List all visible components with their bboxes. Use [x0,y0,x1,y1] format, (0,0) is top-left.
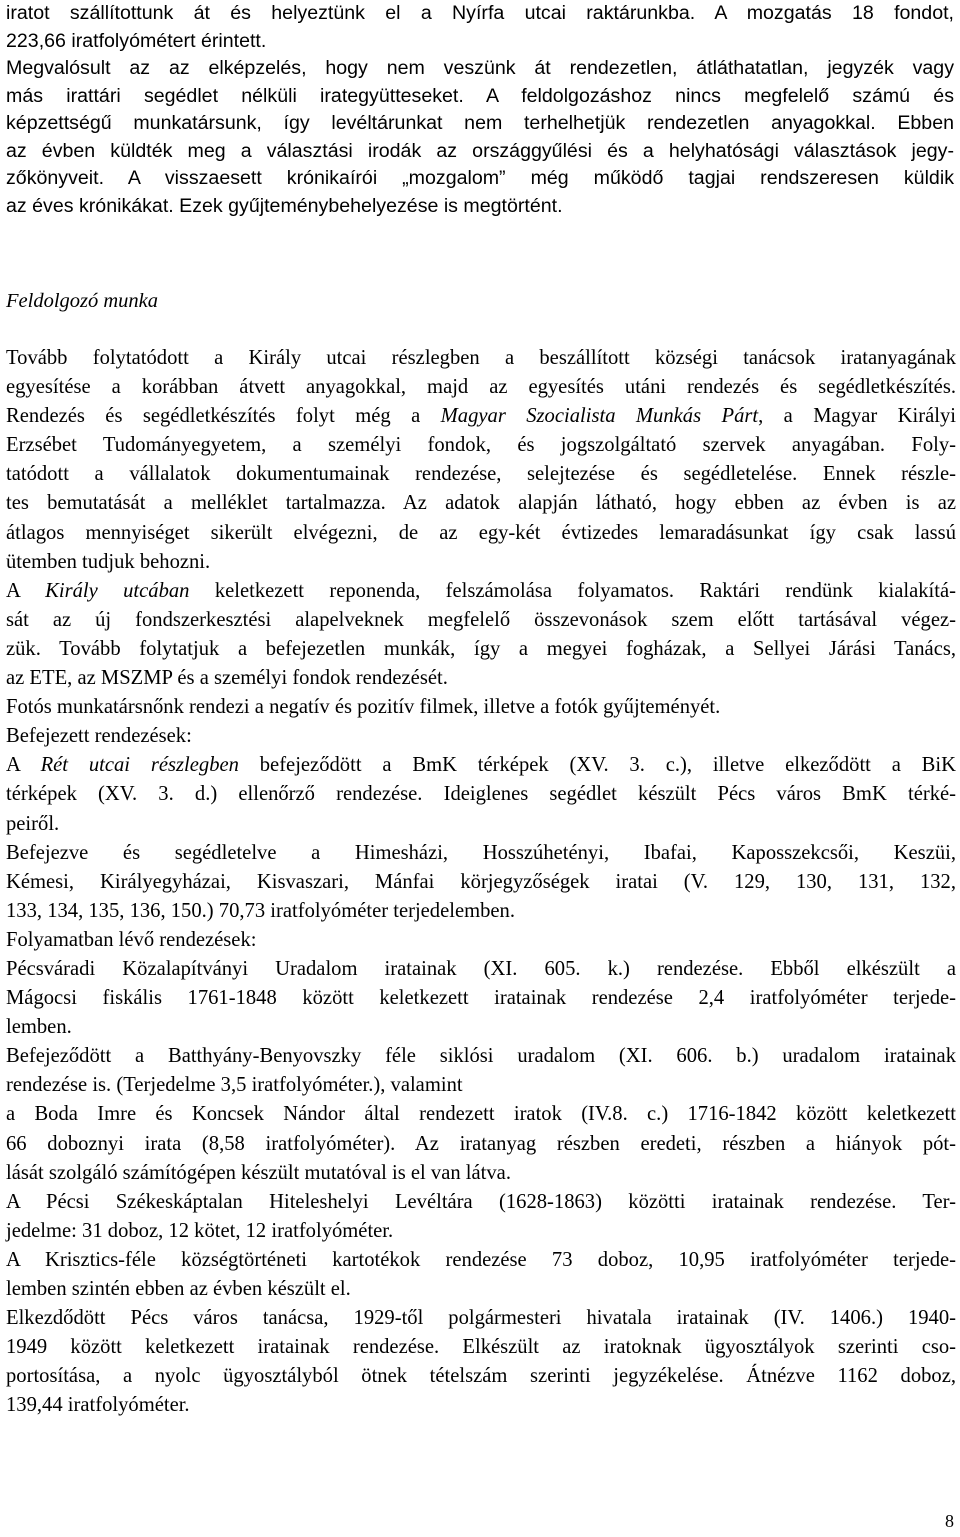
intro-paragraph [6,0,954,220]
text-line: ütemben tudjuk behozni. [6,550,211,573]
text-line: rendezése is. (Terjedelme 3,5 iratfolyóméter.), valamint [6,1074,463,1097]
text-line: térképek (XV. 3. d.) ellenőrző rendezése. Ideiglenes segédlet készült Pécs város BmK térké- [6,783,956,806]
text-line: 223,66 iratfolyómétert érintett. [6,29,267,52]
text-line: 133, 134, 135, 136, 150.) 70,73 iratfolyóméter terjedelemben. [6,899,516,922]
text-line [6,402,956,431]
party-name-emphasis: Magyar Szocialista Munkás Párt [440,405,759,428]
text-run: befejeződött a BmK térképek (XV. 3. c.), illetve elkeződött a BiK [238,754,957,777]
text-line: tatódott a vállalatok dokumentumainak rendezése, selejtezése és segédletelése. Ennek részle- [6,463,956,486]
text-line: az ETE, az MSZMP és a személyi fondok rendezését. [6,667,448,690]
text-line [6,577,956,606]
text-line [6,751,956,780]
text-line: tes bemutatását a melléklet tartalmazza. Az adatok alapján látható, hogy ebben az évben is az [6,492,956,515]
section-heading: Feldolgozó munka [6,290,159,312]
text-run: A [6,579,46,602]
text-line: átlagos mennyiséget sikerült elvégezni, de az egy-két évtizedes lemaradásunkat így csak lassú [6,521,956,544]
text-run: , a Magyar Királyi [758,405,956,428]
text-line: 1949 között keletkezett iratainak rendezése. Elkészült az iratoknak ügyosztályok szerinti cso- [6,1336,956,1359]
text-line: sát az új fondszerkesztési alapelveknek megfelelő összevonások szem előtt tartásával végez- [6,608,956,631]
text-line: Befejeződött a Batthyány-Benyovszky féle siklósi uradalom (XI. 606. b.) uradalom iratainak [6,1045,956,1068]
text-line: Fotós munkatársnőnk rendezi a negatív és pozitív filmek, illetve a fotók gyűjteményét. [6,696,721,719]
location-emphasis: Rét utcai részlegben [40,754,239,777]
text-line: zőkönyveit. A visszaesett krónikaírói „mozgalom” még működő tagjai rendszeresen küldik [6,167,954,189]
text-line: lemben szintén ebben az évben készült el. [6,1278,351,1300]
text-line: Mágocsi fiskális 1761-1848 között keletkezett iratainak rendezése 2,4 iratfolyóméter terjede- [6,987,956,1010]
text-line: Elkezdődött Pécs város tanácsa, 1929-től polgármesteri hivatala iratainak (IV. 1406.) 1940- [6,1307,956,1330]
text-line: Befejezve és segédletelve a Himesházi, Hosszúhetényi, Ibafai, Kaposszekcsői, Keszüi, [6,841,956,864]
text-line: 139,44 iratfolyóméter. [6,1394,190,1417]
text-line: A Pécsi Székeskáptalan Hiteleshelyi Levéltára (1628-1863) közötti iratainak rendezése. Ter- [6,1190,956,1213]
text-line: A Krisztics-féle községtörténeti kartotékok rendezése 73 doboz, 10,95 iratfolyóméter terjede- [6,1248,956,1271]
location-emphasis: Király utcában [45,579,190,602]
text-line: Tovább folytatódott a Király utcai részlegben a beszállított községi tanácsok iratanyagának [6,347,956,369]
text-line: Folyamatban lévő rendezések: [6,928,257,951]
text-run: keletkezett reponenda, felszámolása folyamatos. Raktári rendünk kialakítá- [189,579,956,602]
text-line: lását szolgáló számítógépen készült mutatóval is el van látva. [6,1161,511,1184]
text-line: képzettségű munkatársunk, így levéltárunkat nem terhelhetjük rendezetlen anyagokkal. Ebben [6,112,954,134]
text-line: 66 doboznyi irata (8,58 iratfolyóméter). Az iratanyag részben eredeti, részben a hiányok pót- [6,1132,956,1155]
text-line: iratot szállítottunk át és helyeztünk el a Nyírfa utcai raktárunkba. A mozgatás 18 fondot, [6,2,954,24]
page-number: 8 [945,1511,954,1531]
text-line: peiről. [6,812,60,835]
text-line: egyesítése a korábban átvett anyagokkal, majd az egyesítés utáni rendezés és segédletkészítés. [6,376,956,399]
text-line: az éves krónikákat. Ezek gyűjteménybehelyezése is megtörtént. [6,194,563,217]
text-line: jedelme: 31 doboz, 12 kötet, 12 iratfolyóméter. [6,1219,394,1242]
text-line: az évben küldték meg a választási irodák az országgyűlési és a helyhatósági választások jegy- [6,139,954,162]
body-text [6,344,956,1420]
text-line: portosítása, a nyolc ügyosztályból ötnek tételszám szerinti jegyzékelése. Átnézve 1162 doboz, [6,1365,956,1388]
text-line: lemben. [6,1016,72,1039]
text-line: a Boda Imre és Koncsek Nándor által rendezett iratok (IV.8. c.) 1716-1842 között keletkezett [6,1103,956,1126]
text-line: Pécsváradi Közalapítványi Uradalom iratainak (XI. 605. k.) rendezése. Ebből elkészült a [6,957,956,980]
text-line: Befejezett rendezések: [6,725,192,748]
text-line: zük. Tovább folytatjuk a befejezetlen munkák, így a megyei fogházak, a Sellyei Járási Tanács, [6,637,956,660]
text-line: Kémesi, Királyegyházai, Kisvaszari, Mánfai körjegyzőségek iratai (V. 129, 130, 131, 132, [6,870,956,893]
text-run: A [6,754,41,777]
text-run: Rendezés és segédletkészítés folyt még a [6,405,441,428]
text-line: más irattári segédlet nélküli irategyütteseket. A feldolgozáshoz nincs megfelelő számú és [6,84,954,107]
text-line: Erzsébet Tudományegyetem, a személyi fondok, és jogszolgáltató szervek anyagában. Foly- [6,434,956,457]
text-line: Megvalósult az az elképzelés, hogy nem veszünk át rendezetlen, átláthatatlan, jegyzék vagy [6,57,954,79]
